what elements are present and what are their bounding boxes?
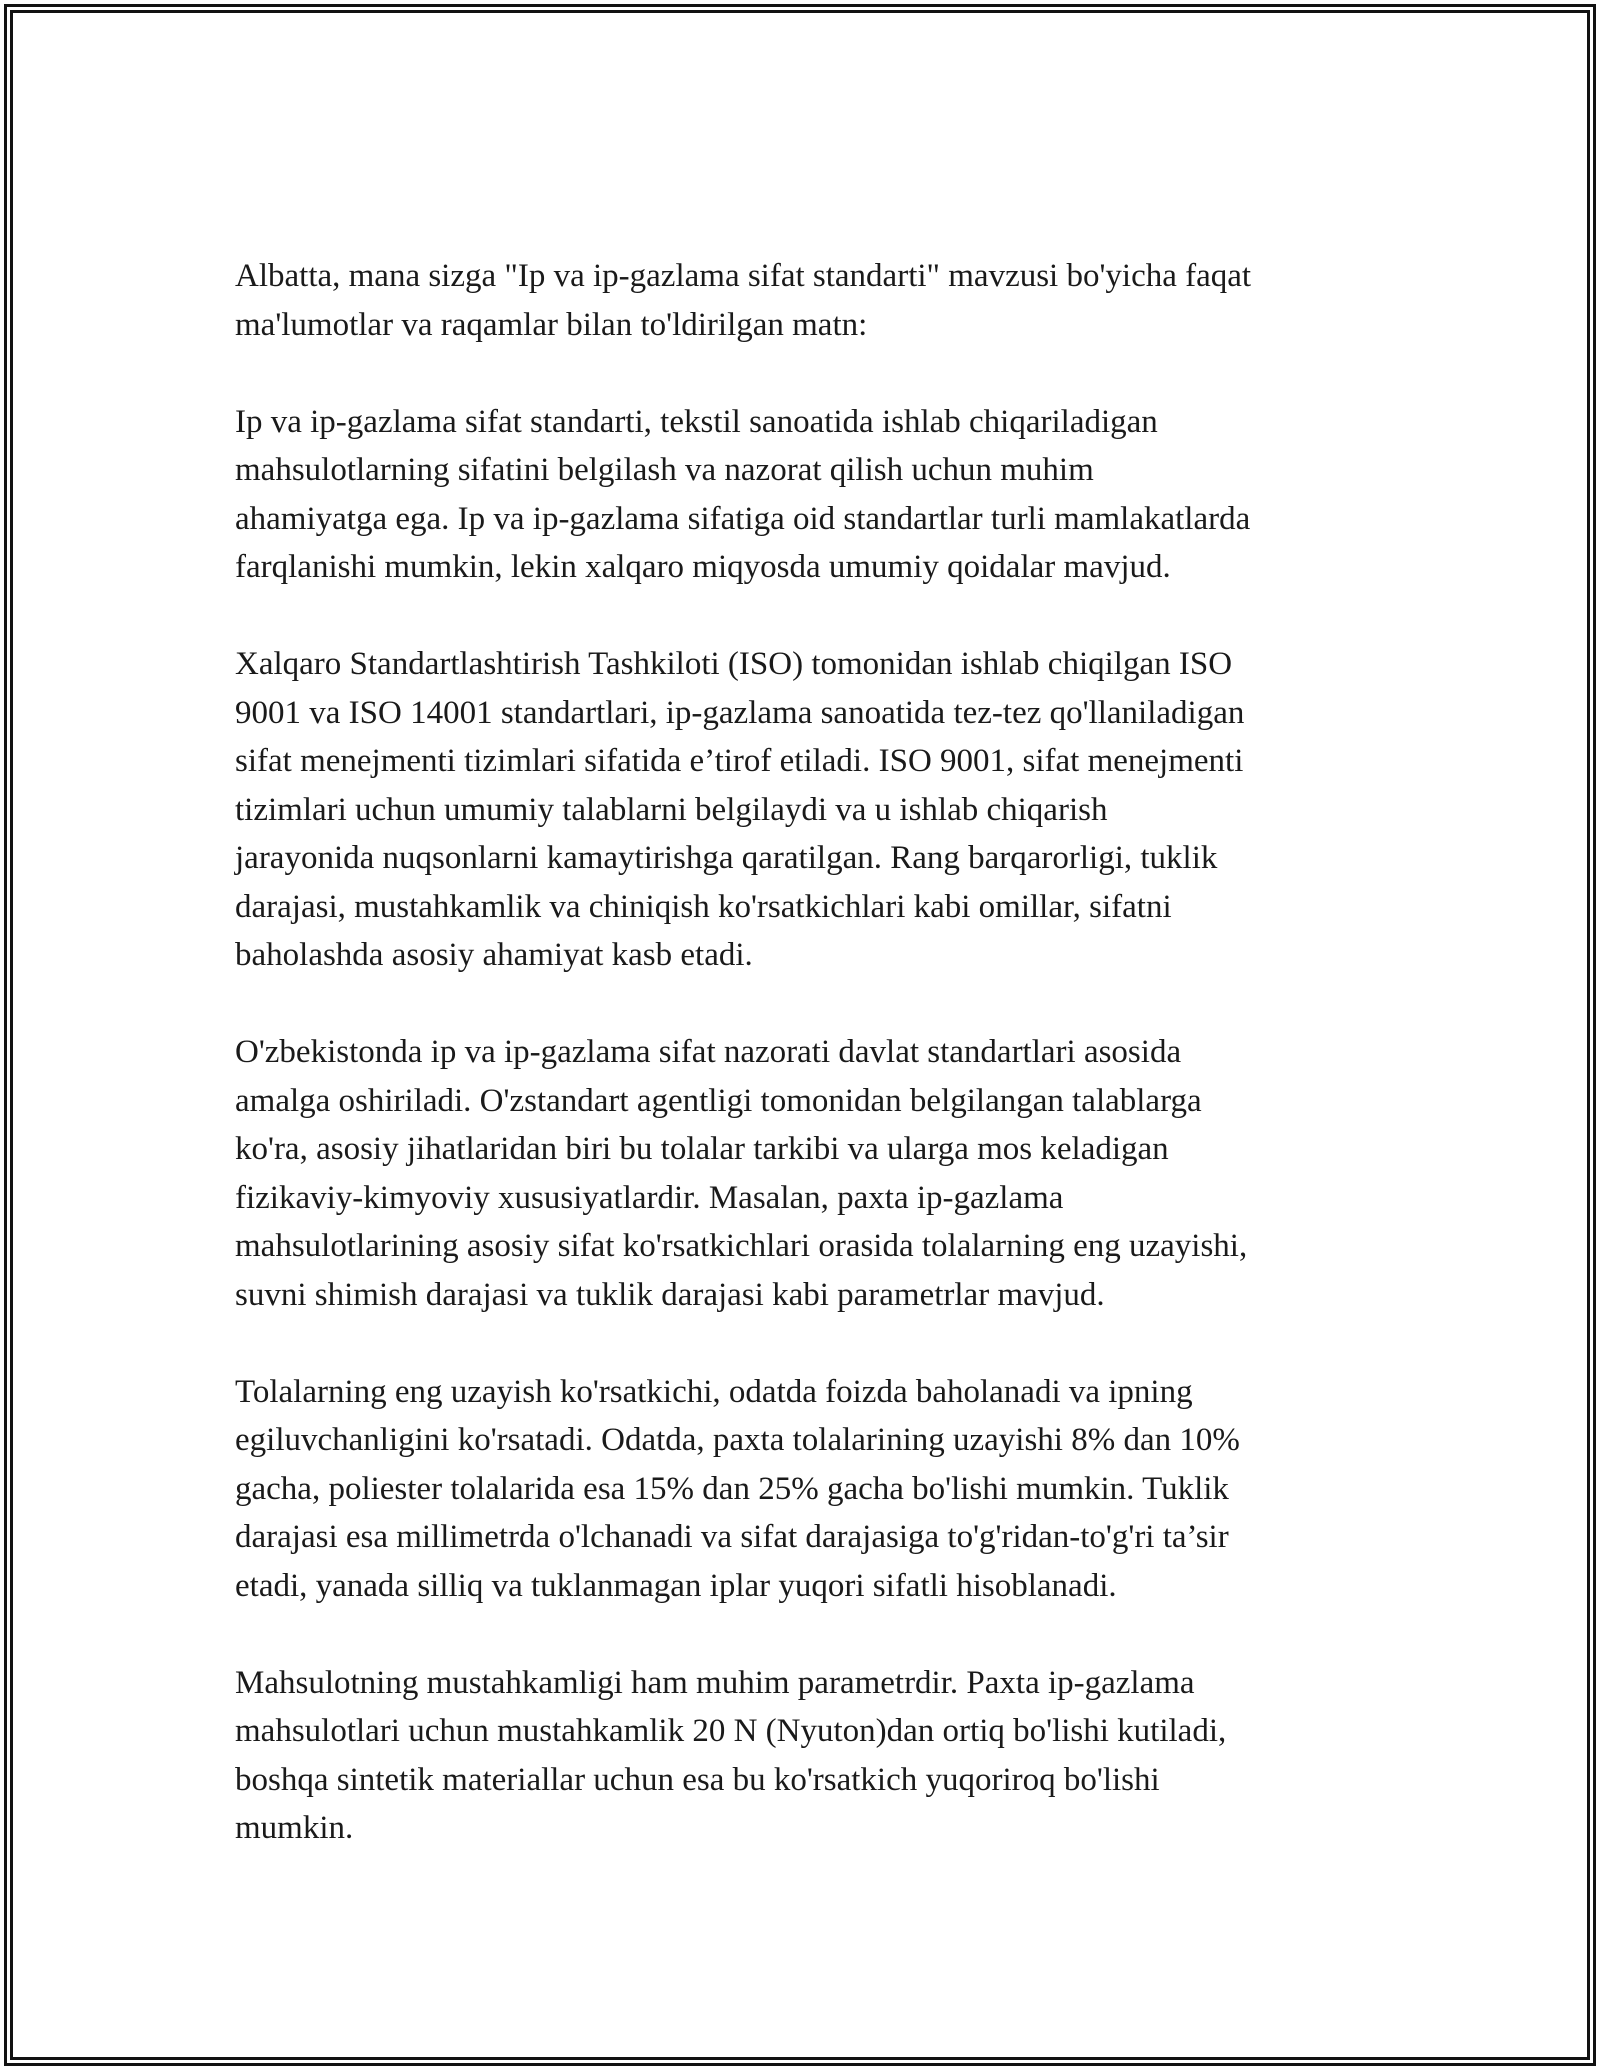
paragraph-strength: Mahsulotning mustahkamligi ham muhim parametrdir. Paxta ip-gazlama mahsulotlari uchun mustahkamlik 20 N (Nyuton)dan ortiq bo'lishi kutiladi, boshqa sintetik materiallar uchun esa bu ko'rsatkich yuqoriroq bo'lishi mumkin.: [235, 1664, 1227, 1846]
paragraph-standard-overview: Ip va ip-gazlama sifat standarti, tekstil sanoatida ishlab chiqariladigan mahsulotlarning sifatini belgilash va nazorat qilish uchun muhim ahamiyatga ega. Ip va ip-gazlama sifatiga oid standartlar turli mamlakatlarda farqlanishi mumkin, lekin xalqaro miqyosda umumiy qoidalar mavjud.: [235, 403, 1251, 585]
paragraph-uzbekistan-control: O'zbekistonda ip va ip-gazlama sifat nazorati davlat standartlari asosida amalga oshiriladi. O'zstandart agentligi tomonidan belgilangan talablarga ko'ra, asosiy jihatlaridan biri bu tolalar tarkibi va ularga mos keladigan fizikaviy-kimyoviy xususiyatlardir. Masalan, paxta ip-gazlama mahsulotlarining asosiy sifat ko'rsatkichlari orasida tolalarning eng uzayishi, suvni shimish darajasi va tuklik darajasi kabi parametrlar mavjud.: [235, 1034, 1248, 1313]
paragraph-iso-standards: Xalqaro Standartlashtirish Tashkiloti (ISO) tomonidan ishlab chiqilgan ISO 9001 va ISO 14001 standartlari, ip-gazlama sanoatida tez-tez qo'llaniladigan sifat menejmenti tizimlari sifatida e’tirof etiladi. ISO 9001, sifat menejmenti tizimlari uchun umumiy talablarni belgilaydi va u ishlab chiqarish jarayonida nuqsonlarni kamaytirishga qaratilgan. Rang barqarorligi, tuklik darajasi, mustahkamlik va chiniqish ko'rsatkichlari kabi omillar, sifatni baholashda asosiy ahamiyat kasb etadi.: [235, 646, 1245, 973]
paragraph-elongation: Tolalarning eng uzayish ko'rsatkichi, odatda foizda baholanadi va ipning egiluvchanligini ko'rsatadi. Odatda, paxta tolalarining uzayishi 8% dan 10% gacha, poliester tolalarida esa 15% dan 25% gacha bo'lishi mumkin. Tuklik darajasi esa millimetrda o'lchanadi va sifat darajasiga to'g'ridan-to'g'ri ta’sir etadi, yanada silliq va tuklanmagan iplar yuqori sifatli hisoblanadi.: [235, 1373, 1240, 1604]
paragraph-intro: Albatta, mana sizga "Ip va ip-gazlama sifat standarti" mavzusi bo'yicha faqat ma'lumotlar va raqamlar bilan to'ldirilgan matn:: [235, 258, 1252, 343]
document-body: [235, 252, 1375, 1853]
